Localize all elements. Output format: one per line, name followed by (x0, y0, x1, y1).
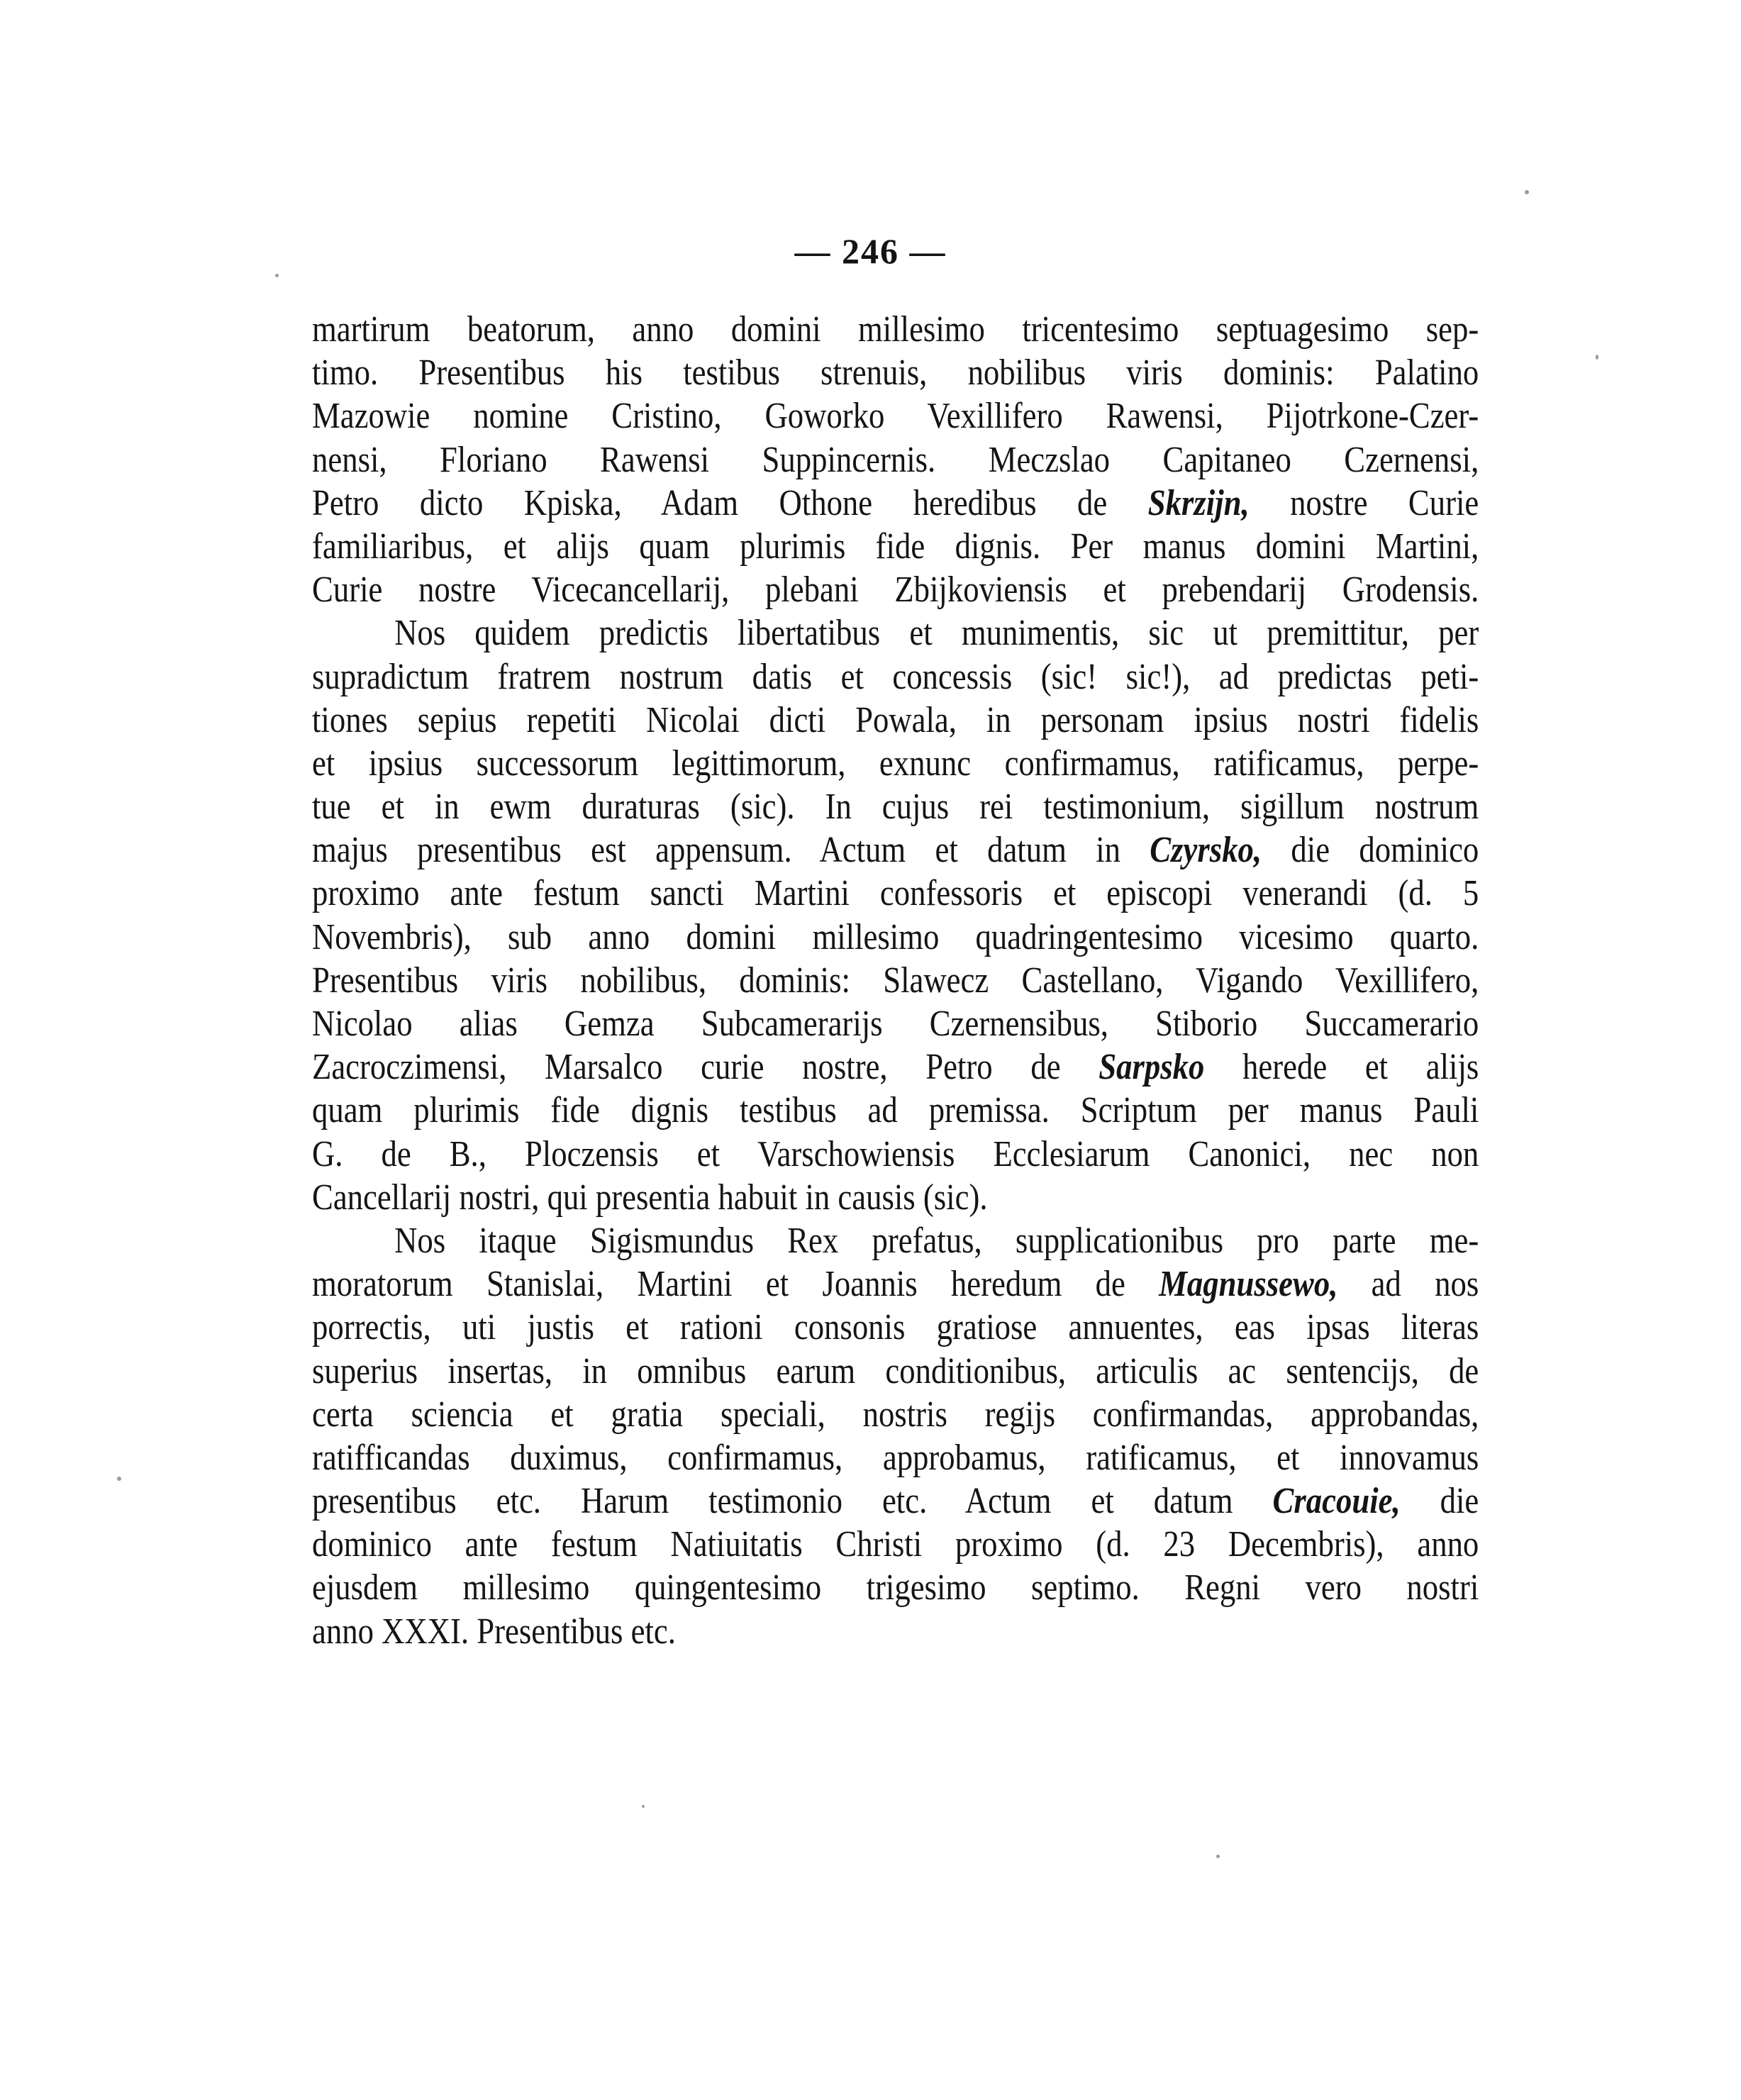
text-block (312, 308, 1479, 1653)
place-name-italic: Skrzijn, (1147, 482, 1250, 523)
text-line: Curie nostre Vicecancellarij, plebani Zbijkoviensis et prebendarij Grodensis. (312, 570, 1479, 611)
text-line (312, 1262, 1479, 1306)
paper-speck (1596, 355, 1598, 360)
text-line: Cancellarij nostri, qui presentia habuit in causis (sic). (312, 1177, 988, 1218)
paper-speck (275, 274, 279, 277)
text-segment: moratorum Stanislai, Martini et Joannis heredum de (312, 1264, 1159, 1305)
text-segment: majus presentibus est appensum. Actum et datum in (312, 830, 1150, 871)
text-segment: presentibus etc. Harum testimonio etc. Actum et datum (312, 1481, 1273, 1522)
text-line: timo. Presentibus his testibus strenuis, nobilibus viris dominis: Palatino (312, 352, 1479, 394)
paper-speck (117, 1477, 121, 1481)
text-line: superius insertas, in omnibus earum conditionibus, articulis ac sentencijs, de (312, 1350, 1479, 1391)
text-line: Nicolao alias Gemza Subcamerarijs Czernensibus, Stiborio Succamerario (312, 1004, 1479, 1044)
text-line: quam plurimis fide dignis testibus ad premissa. Scriptum per manus Pauli (312, 1090, 1479, 1131)
text-line: Mazowie nomine Cristino, Goworko Vexillifero Rawensi, Pijotrkone-Czer- (312, 396, 1479, 437)
text-line: Presentibus viris nobilibus, dominis: Slawecz Castellano, Vigando Vexillifero, (312, 960, 1479, 1001)
text-line: nensi, Floriano Rawensi Suppincernis. Meczslao Capitaneo Czernensi, (312, 439, 1479, 480)
text-line: certa sciencia et gratia speciali, nostris regijs confirmandas, approbandas, (312, 1394, 1479, 1435)
text-segment: nostre Curie (1249, 482, 1479, 523)
text-line: tue et in ewm duraturas (sic). In cujus rei testimonium, sigillum nostrum (312, 787, 1479, 828)
text-line: martirum beatorum, anno domini millesimo tricentesimo septuagesimo sep- (312, 309, 1479, 350)
page-number: — 246 — (794, 231, 947, 271)
place-name-italic: Cracouie, (1272, 1481, 1401, 1522)
text-line (312, 1479, 1479, 1523)
place-name-italic: Magnussewo, (1159, 1264, 1338, 1305)
text-segment: die (1400, 1481, 1479, 1522)
paper-speck (1216, 1855, 1220, 1858)
text-line: ejusdem millesimo quingentesimo trigesimo septimo. Regni vero nostri (312, 1567, 1479, 1609)
text-line (312, 482, 1479, 525)
text-segment: herede et alijs (1204, 1047, 1479, 1088)
text-segment: die dominico (1262, 830, 1479, 871)
text-segment: Petro dicto Kpiska, Adam Othone heredibus de (312, 482, 1148, 523)
text-line: Nos quidem predictis libertatibus et munimentis, sic ut premittitur, per (394, 613, 1479, 654)
text-line: G. de B., Ploczensis et Varschowiensis Ecclesiarum Canonici, nec non (312, 1133, 1479, 1174)
text-line: Novembris), sub anno domini millesimo quadringentesimo vicesimo quarto. (312, 916, 1479, 957)
text-line: proximo ante festum sancti Martini confessoris et episcopi venerandi (d. 5 (312, 873, 1479, 914)
paper-speck (642, 1805, 645, 1808)
text-line: dominico ante festum Natiuitatis Christi proximo (d. 23 Decembris), anno (312, 1524, 1479, 1565)
text-line: ratifficandas duximus, confirmamus, approbamus, ratificamus, et innovamus (312, 1437, 1479, 1478)
paper-speck (1525, 190, 1529, 194)
text-segment: ad nos (1337, 1264, 1479, 1305)
text-line: anno XXXI. Presentibus etc. (312, 1611, 676, 1652)
text-line: familiaribus, et alijs quam plurimis fide dignis. Per manus domini Martini, (312, 526, 1479, 567)
text-line: tiones sepius repetiti Nicolai dicti Powala, in personam ipsius nostri fidelis (312, 699, 1479, 740)
text-line: et ipsius successorum legittimorum, exnunc confirmamus, ratificamus, perpe- (312, 743, 1479, 784)
text-line: Nos itaque Sigismundus Rex prefatus, supplicationibus pro parte me- (394, 1220, 1479, 1261)
text-line: supradictum fratrem nostrum datis et concessis (sic! sic!), ad predictas peti- (312, 656, 1479, 697)
text-line: porrectis, uti justis et rationi consonis gratiose annuentes, eas ipsas literas (312, 1307, 1479, 1348)
text-line (312, 828, 1479, 872)
text-line (312, 1045, 1479, 1089)
place-name-italic: Czyrsko, (1150, 830, 1262, 871)
text-segment: Zacroczimensi, Marsalco curie nostre, Petro de (312, 1047, 1099, 1088)
place-name-italic: Sarpsko (1098, 1047, 1205, 1088)
